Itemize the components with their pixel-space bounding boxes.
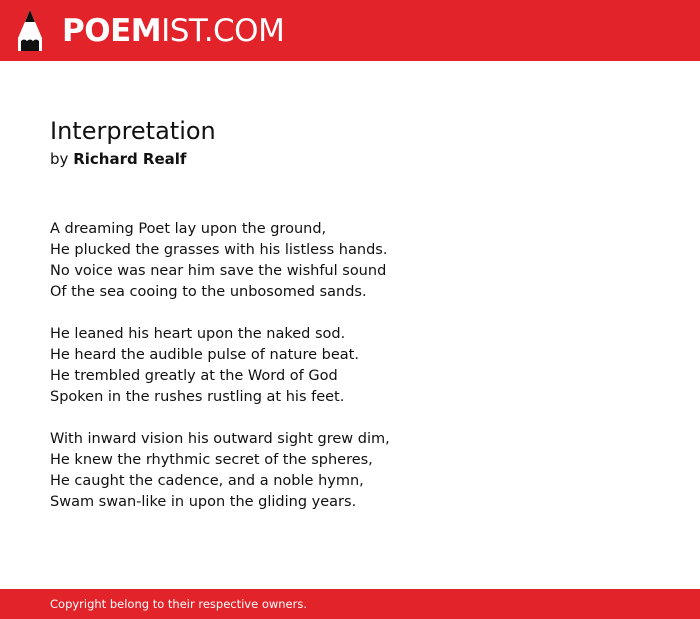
byline-prefix: by (50, 150, 69, 168)
logo-light-text: IST.COM (161, 13, 285, 49)
site-header (0, 0, 700, 61)
poem-line: No voice was near him save the wishful sound (50, 263, 387, 279)
poem-line: He knew the rhythmic secret of the spheres, (50, 452, 373, 468)
stanza (50, 219, 650, 303)
poem-line: He leaned his heart upon the naked sod. (50, 326, 346, 342)
stanza (50, 324, 650, 408)
poem-byline (50, 149, 186, 169)
poem-line: Swam swan-like in upon the gliding years. (50, 494, 357, 510)
logo-bold-text: POEM (62, 13, 162, 49)
poem-author[interactable]: Richard Realf (73, 150, 187, 168)
poem-line: Of the sea cooing to the unbosomed sands. (50, 284, 367, 300)
poem-line: He heard the audible pulse of nature beat. (50, 347, 359, 363)
stanza (50, 429, 650, 513)
poem-line: With inward vision his outward sight grew dim, (50, 431, 390, 447)
site-logo[interactable] (62, 13, 284, 49)
poem-line: Spoken in the rushes rustling at his feet. (50, 389, 345, 405)
poem-line: He plucked the grasses with his listless hands. (50, 242, 388, 258)
pencil-tip-icon[interactable] (18, 10, 42, 51)
copyright-notice: Copyright belong to their respective owners. (50, 597, 308, 611)
poem-line: He caught the cadence, and a noble hymn, (50, 473, 364, 489)
poem-line: He trembled greatly at the Word of God (50, 368, 338, 384)
poem-title: Interpretation (50, 117, 216, 145)
site-footer (0, 589, 700, 619)
poem-body (50, 219, 650, 534)
poem-line: A dreaming Poet lay upon the ground, (50, 221, 327, 237)
